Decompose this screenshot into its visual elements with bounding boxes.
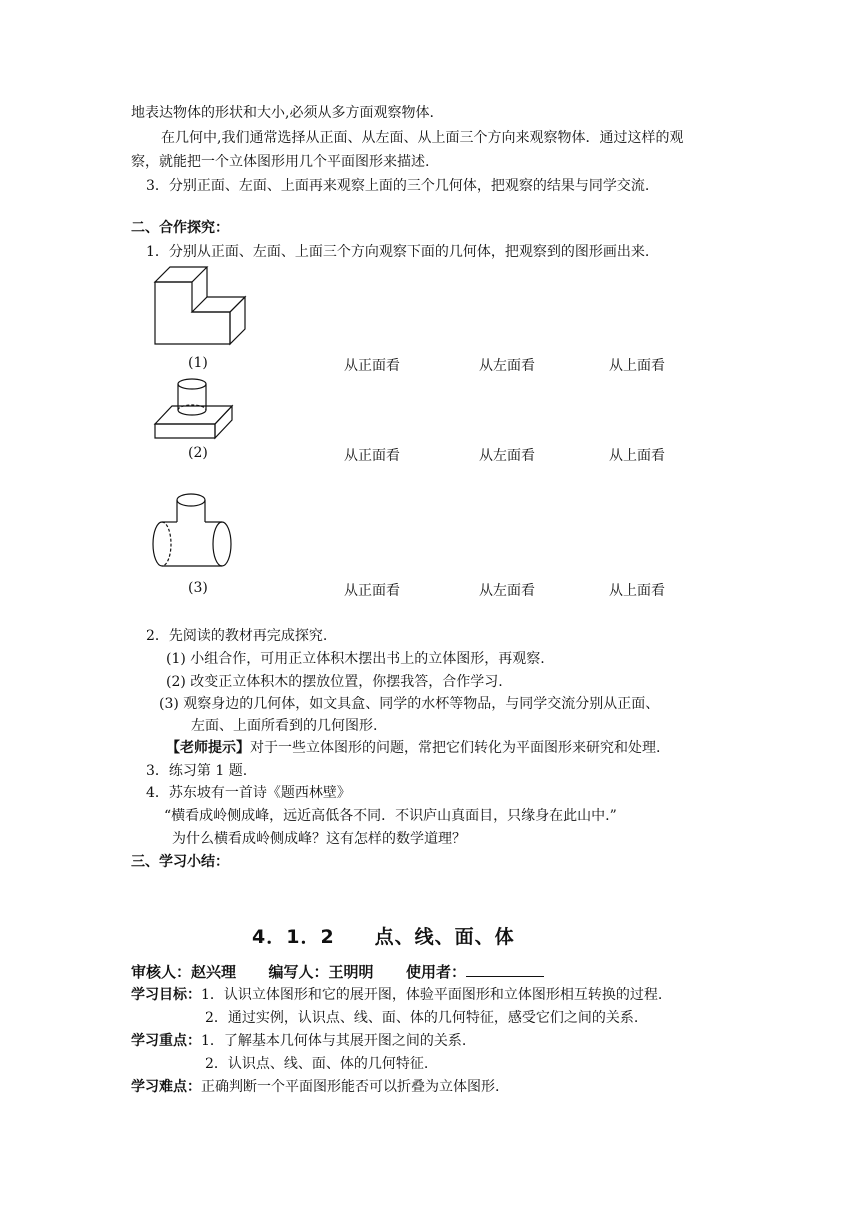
- intro-line-2: 在几何中,我们通常选择从正面、从左面、从上面三个方向来观察物体．通过这样的观: [161, 130, 684, 146]
- figure-2-front-label: 从正面看: [344, 448, 400, 464]
- figure-l-block: [150, 262, 250, 352]
- difficulty-label: 学习难点：: [131, 1079, 201, 1095]
- question-2: 2．先阅读的教材再完成探究.: [146, 628, 328, 644]
- reviewer-label: 审核人：: [131, 963, 192, 981]
- question-2-part-1: (1) 小组合作，可用正立体积木摆出书上的立体图形，再观察.: [166, 651, 545, 667]
- figure-t-pipe: [150, 490, 240, 570]
- goals-row-1: [131, 985, 662, 1005]
- question-4: 4．苏东坡有一首诗《题西林壁》: [146, 785, 351, 801]
- credits-row: [131, 962, 544, 982]
- key-points-item-1: 1．了解基本几何体与其展开图之间的关系.: [201, 1033, 467, 1049]
- goals-label: 学习目标：: [131, 987, 201, 1003]
- figure-1-front-label: 从正面看: [344, 358, 400, 374]
- figure-cylinder-on-slab: [150, 374, 240, 442]
- goals-item-2: 2．通过实例，认识点、线、面、体的几何特征，感受它们之间的关系.: [205, 1010, 639, 1026]
- goals-item-1: 1．认识立体图形和它的展开图，体验平面图形和立体图形相互转换的过程.: [201, 987, 663, 1003]
- question-2-part-3-line-1: (3) 观察身边的几何体，如文具盒、同学的水杯等物品，与同学交流分别从正面、: [159, 696, 660, 712]
- figure-1-left-label: 从左面看: [479, 358, 535, 374]
- poem-question: 为什么横看成岭侧成峰？这有怎样的数学道理？: [172, 831, 466, 847]
- teacher-tip: [166, 738, 660, 758]
- figure-3-left-label: 从左面看: [479, 583, 535, 599]
- question-3: 3．练习第 1 题.: [146, 763, 248, 779]
- key-points-row-1: [131, 1031, 466, 1051]
- question-1: 1．分别从正面、左面、上面三个方向观察下面的几何体，把观察到的图形画出来.: [146, 244, 650, 260]
- figure-3-number: (3): [188, 580, 208, 596]
- question-2-part-3-line-2: 左面、上面所看到的几何图形.: [191, 718, 378, 734]
- teacher-tip-text: 对于一些立体图形的问题，常把它们转化为平面图形来研究和处理.: [250, 740, 661, 756]
- lesson-title: 4．1．2 点、线、面、体: [252, 926, 515, 948]
- editor-name: 王明明: [328, 963, 374, 981]
- figure-2-left-label: 从左面看: [479, 448, 535, 464]
- reviewer-name: 赵兴理: [191, 963, 237, 981]
- question-2-part-2: (2) 改变正立体积木的摆放位置，你摆我答，合作学习.: [166, 674, 503, 690]
- section-heading-summary: 三、学习小结：: [131, 854, 229, 870]
- intro-line-3: 察，就能把一个立体图形用几个平面图形来描述.: [131, 154, 430, 170]
- poem: “横看成岭侧成峰，远近高低各不同．不识庐山真面目，只缘身在此山中.”: [164, 808, 617, 824]
- difficulty-row: [131, 1077, 499, 1097]
- intro-line-4: 3．分别正面、左面、上面再来观察上面的三个几何体，把观察的结果与同学交流.: [146, 178, 650, 194]
- figure-2-top-label: 从上面看: [609, 448, 665, 464]
- figure-1-number: (1): [188, 355, 208, 371]
- key-points-label: 学习重点：: [131, 1033, 201, 1049]
- user-blank[interactable]: [466, 962, 544, 977]
- key-points-item-2: 2．认识点、线、面、体的几何特征.: [205, 1056, 429, 1072]
- editor-label: 编写人：: [268, 963, 329, 981]
- figure-1-top-label: 从上面看: [609, 358, 665, 374]
- intro-line-1: 地表达物体的形状和大小,必须从多方面观察物体.: [131, 105, 434, 121]
- figure-3-front-label: 从正面看: [344, 583, 400, 599]
- teacher-tip-label: 【老师提示】: [166, 740, 250, 756]
- section-heading-cooperate: 二、合作探究：: [131, 220, 229, 236]
- difficulty-item-1: 正确判断一个平面图形能否可以折叠为立体图形.: [201, 1079, 500, 1095]
- figure-2-number: (2): [188, 445, 208, 461]
- figure-3-top-label: 从上面看: [609, 583, 665, 599]
- user-label: 使用者：: [406, 963, 467, 981]
